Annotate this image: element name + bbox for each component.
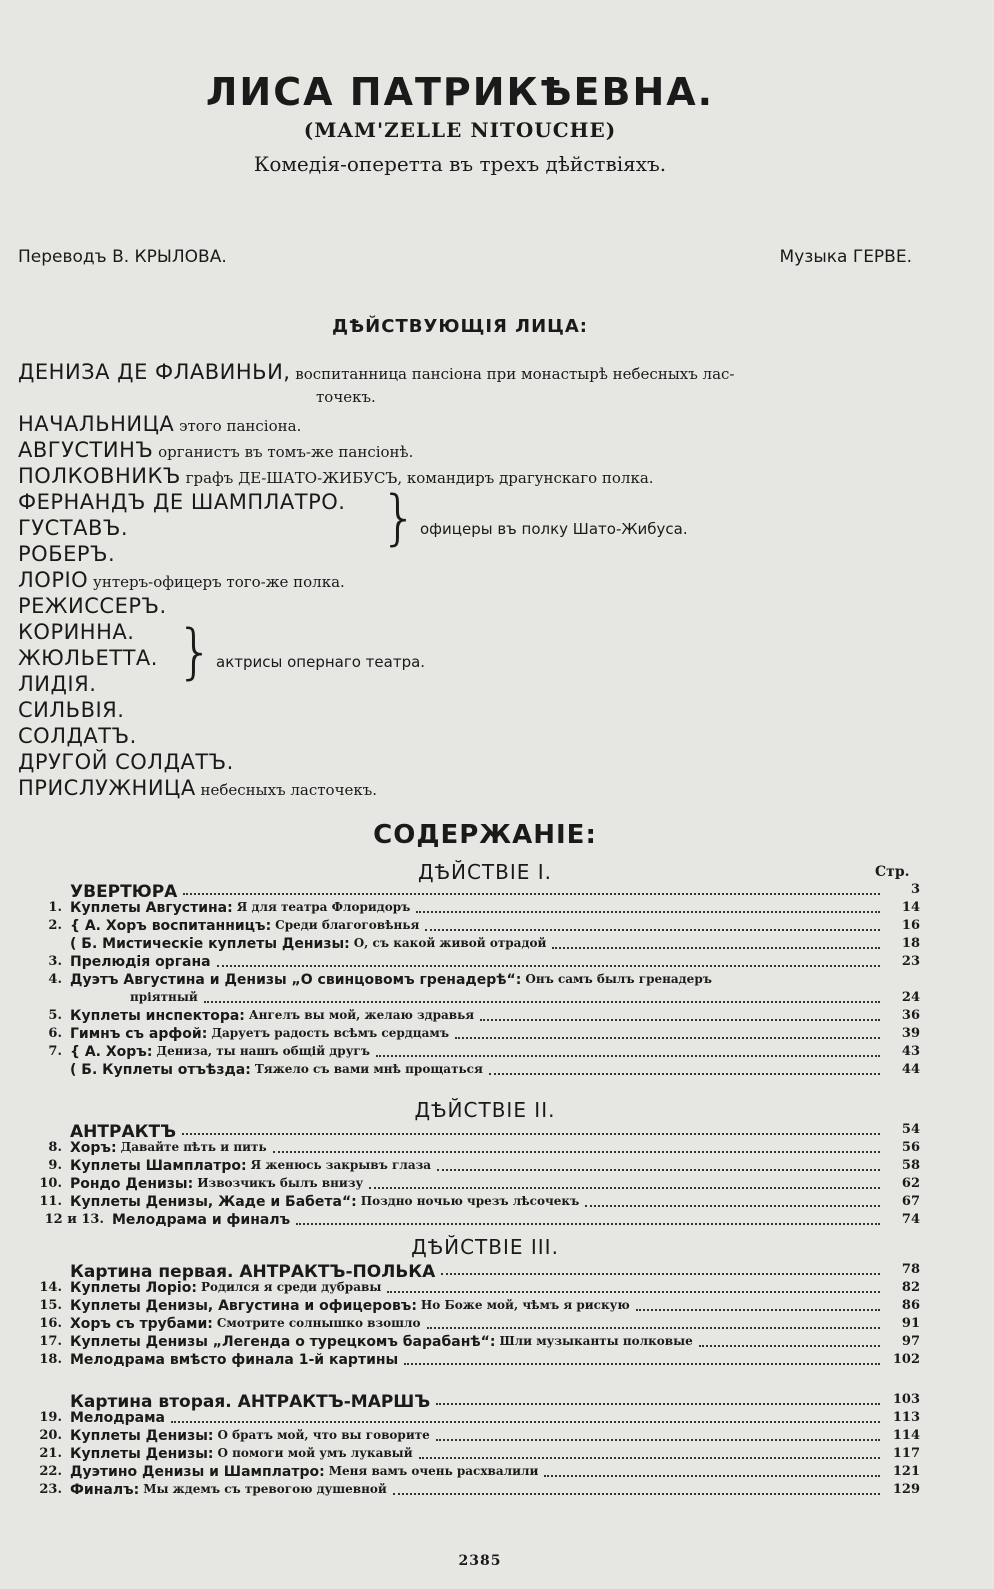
toc-entry: 7. { А. Хоръ: Дениза, ты нашъ общій другъ 43 — [48, 1044, 920, 1060]
translator-credit: Переводъ В. КРЫЛОВА. — [18, 247, 227, 267]
toc-entry: 11. Куплеты Денизы, Жаде и Бабета“: Поздно ночью чрезъ лѣсочекъ 67 — [39, 1194, 920, 1210]
page-subtitle: (MAM'ZELLE NITOUCHE) — [303, 118, 617, 142]
cast-name: ЛИДІЯ. — [18, 672, 97, 696]
cast-heading: ДѢЙСТВУЮЩІЯ ЛИЦА: — [332, 316, 588, 337]
composer-credit: Музыка ГЕРВЕ. — [779, 247, 912, 267]
act-2-heading: ДѢЙСТВІЕ II. — [414, 1098, 556, 1122]
act-3-heading: ДѢЙСТВІЕ III. — [411, 1235, 559, 1259]
cast-name: НАЧАЛЬНИЦА — [18, 412, 175, 436]
toc-entry: 19. Мелодрама 113 — [39, 1410, 920, 1426]
cast-item — [18, 620, 134, 644]
toc-entry: 16. Хоръ съ трубами: Смотрите солнышко взошло 91 — [39, 1316, 920, 1332]
cast-name: ПРИСЛУЖНИЦА — [18, 776, 196, 800]
cast-name: ПОЛКОВНИКЪ — [18, 464, 181, 488]
cast-desc: небесныхъ ласточекъ. — [200, 781, 378, 799]
cast-item — [18, 750, 234, 774]
actresses-group-desc: актрисы опернаго театра. — [216, 653, 426, 671]
cast-item — [18, 646, 158, 670]
act-1-heading: ДѢЙСТВІЕ I. — [417, 860, 553, 884]
cast-item — [18, 724, 137, 748]
toc-entry: 21. Куплеты Денизы: О помоги мой умъ лукавый 117 — [39, 1446, 920, 1462]
cast-name: ГУСТАВЪ. — [18, 516, 129, 540]
cast-item — [18, 698, 124, 722]
cast-name: ДРУГОЙ СОЛДАТЪ. — [18, 750, 234, 774]
cast-desc: точекъ. — [316, 388, 376, 406]
cast-name: ЛОРІО — [18, 568, 89, 592]
cast-desc: этого пансіона. — [179, 417, 302, 435]
toc-entry: 18. Мелодрама вмѣсто финала 1-й картины 102 — [39, 1352, 920, 1368]
cast-item — [18, 412, 301, 436]
officers-group-desc: офицеры въ полку Шато-Жибуса. — [420, 520, 688, 538]
cast-desc: унтеръ-офицеръ того-же полка. — [93, 573, 345, 591]
toc-entry: 23. Финалъ: Мы ждемъ съ тревогою душевной 129 — [39, 1482, 920, 1498]
toc-entry: 12 и 13. Мелодрама и финалъ 74 — [44, 1212, 920, 1228]
cast-desc: органистъ въ томъ-же пансіонѣ. — [158, 443, 414, 461]
cast-item — [18, 438, 413, 462]
toc-entry: Картина вторая. АНТРАКТЪ-МАРШЪ 103 — [70, 1392, 920, 1412]
toc-entry: УВЕРТЮРА 3 — [70, 882, 920, 902]
toc-entry: 2. { А. Хоръ воспитанницъ: Среди благоговѣнья 16 — [48, 918, 920, 934]
cast-item — [18, 360, 734, 384]
toc-entry: Картина первая. АНТРАКТЪ-ПОЛЬКА 78 — [70, 1262, 920, 1282]
contents-heading: СОДЕРЖАНІЕ: — [373, 820, 597, 850]
page-title: ЛИСА ПАТРИКѢЕВНА. — [205, 70, 715, 114]
page-column-label: Стр. — [875, 864, 910, 880]
cast-name: РОБЕРЪ. — [18, 542, 116, 566]
cast-name: ДЕНИЗА ДЕ ФЛАВИНЬИ, — [18, 360, 291, 384]
page-number: 2385 — [458, 1553, 502, 1569]
toc-entry: 6. Гимнъ съ арфой: Даруетъ радость всѣмъ сердцамъ 39 — [48, 1026, 920, 1042]
cast-name: АВГУСТИНЪ — [18, 438, 154, 462]
toc-entry: 15. Куплеты Денизы, Августина и офицеровъ: Но Боже мой, чѣмъ я рискую 86 — [39, 1298, 920, 1314]
cast-name: КОРИННА. — [18, 620, 135, 644]
officers-brace: } — [380, 483, 419, 553]
cast-name: СОЛДАТЪ. — [18, 724, 137, 748]
cast-desc: воспитанница пансіона при монастырѣ небесныхъ лас- — [295, 365, 735, 383]
cast-item — [316, 388, 376, 406]
cast-item — [18, 672, 96, 696]
cast-item — [18, 542, 115, 566]
toc-entry: 5. Куплеты инспектора: Ангелъ вы мой, желаю здравья 36 — [48, 1008, 920, 1024]
cast-name: ФЕРНАНДЪ ДЕ ШАМПЛАТРО. — [18, 490, 346, 514]
cast-item — [18, 516, 128, 540]
cast-item — [18, 776, 377, 800]
toc-entry: пріятный 24 — [130, 990, 920, 1005]
cast-item — [18, 490, 345, 514]
cast-item — [18, 594, 167, 618]
actresses-brace: } — [176, 617, 215, 687]
toc-entry: 22. Дуэтино Денизы и Шамплатро: Меня вамъ очень расхвалили 121 — [39, 1464, 920, 1480]
toc-entry: 4. Дуэтъ Августина и Денизы „О свинцовомъ гренадерѣ“: Онъ самъ былъ гренадеръ — [48, 972, 712, 988]
toc-entry: АНТРАКТЪ 54 — [70, 1122, 920, 1142]
toc-entry: ( Б. Мистическіе куплеты Денизы: О, съ какой живой отрадой 18 — [70, 936, 920, 952]
toc-entry: 9. Куплеты Шамплатро: Я женюсь закрывъ глаза 58 — [48, 1158, 920, 1174]
cast-desc: графъ ДЕ-ШАТО-ЖИБУСЪ, командиръ драгунскаго полка. — [185, 469, 654, 487]
toc-entry: 10. Рондо Денизы: Извозчикъ былъ внизу 62 — [39, 1176, 920, 1192]
cast-item — [18, 464, 654, 488]
toc-entry: 1. Куплеты Августина: Я для театра Флоридоръ 14 — [48, 900, 920, 916]
toc-entry: 14. Куплеты Лоріо: Родился я среди дубравы 82 — [39, 1280, 920, 1296]
toc-entry: 17. Куплеты Денизы „Легенда о турецкомъ барабанѣ“: Шли музыканты полковые 97 — [39, 1334, 920, 1350]
toc-entry: ( Б. Куплеты отъѣзда: Тяжело съ вами мнѣ прощаться 44 — [70, 1062, 920, 1078]
toc-entry: 3. Прелюдія органа 23 — [48, 954, 920, 970]
cast-name: СИЛЬВІЯ. — [18, 698, 125, 722]
cast-name: ЖЮЛЬЕТТА. — [18, 646, 158, 670]
toc-entry: 8. Хоръ: Давайте пѣть и пить 56 — [48, 1140, 920, 1156]
cast-item — [18, 568, 345, 592]
toc-entry: 20. Куплеты Денизы: О братъ мой, что вы говорите 114 — [39, 1428, 920, 1444]
cast-name: РЕЖИССЕРЪ. — [18, 594, 167, 618]
genre-line: Комедія-оперетта въ трехъ дѣйствіяхъ. — [253, 152, 667, 176]
